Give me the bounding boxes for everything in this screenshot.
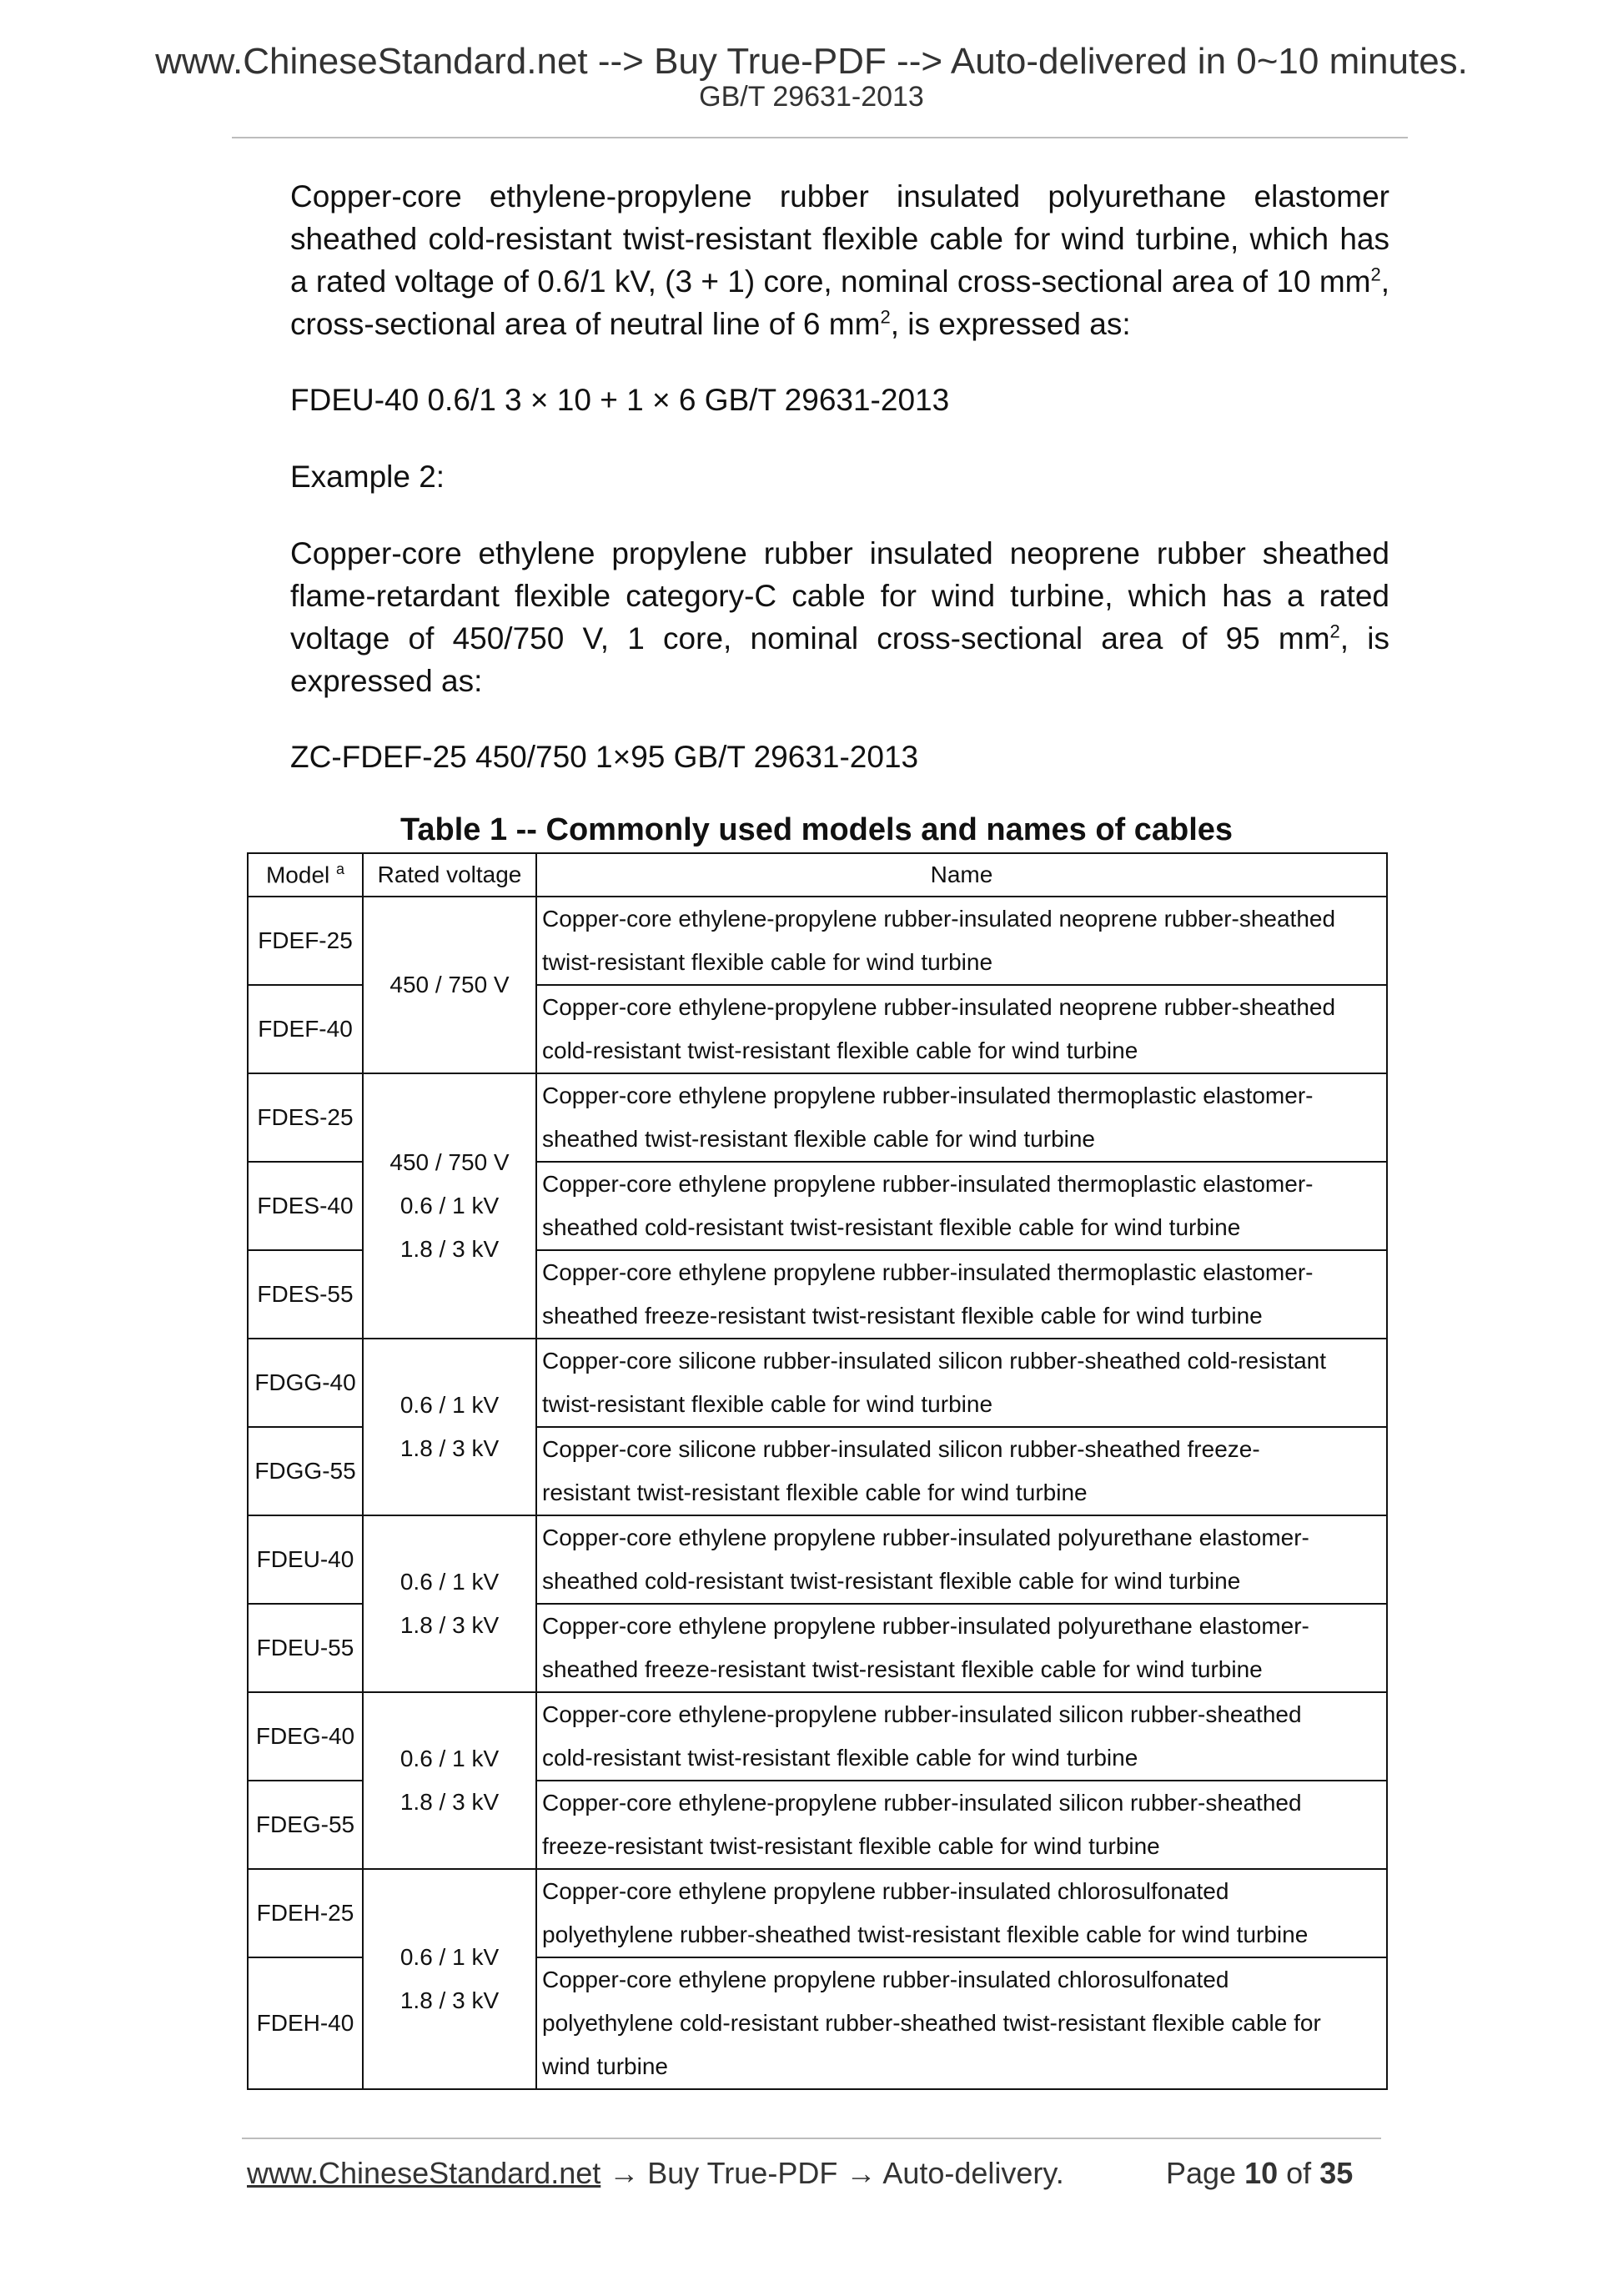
- rated-voltage-line: 1.8 / 3 kV: [399, 1435, 500, 1461]
- cable-name-cell: [536, 985, 1387, 1073]
- table-header-row: [248, 853, 1387, 897]
- model-cell: FDEH-25: [248, 1869, 363, 1957]
- cable-name-line: sheathed freeze-resistant twist-resistant flexible cable for wind turbine: [542, 1656, 1263, 1682]
- cable-name-line: Copper-core ethylene-propylene rubber-insulated silicon rubber-sheathed: [542, 1701, 1302, 1727]
- footer-links-text: → Buy True-PDF → Auto-delivery.: [600, 2156, 1064, 2190]
- model-cell: FDGG-40: [248, 1339, 363, 1427]
- model-cell: FDES-40: [248, 1162, 363, 1250]
- cable-name-line: Copper-core ethylene-propylene rubber-insulated neoprene rubber-sheathed: [542, 906, 1336, 932]
- example2-code: ZC-FDEF-25 450/750 1×95 GB/T 29631-2013: [290, 740, 919, 774]
- cable-name-line: Copper-core ethylene propylene rubber-insulated chlorosulfonated: [542, 1878, 1229, 1904]
- cable-name-cell: [536, 1162, 1387, 1250]
- cable-name-cell: [536, 1957, 1387, 2089]
- of-word: of: [1286, 2156, 1312, 2190]
- cable-name-cell: [536, 897, 1387, 985]
- rated-voltage-cell: [363, 897, 536, 1073]
- example1-text-b: , cross-sectional area of neutral line of 6 mm: [290, 264, 1389, 341]
- cable-name-line: Copper-core ethylene propylene rubber-insulated thermoplastic elastomer-: [542, 1171, 1314, 1197]
- table-row: [248, 1692, 1387, 1781]
- rated-voltage-cell: [363, 1692, 536, 1869]
- rated-voltage-line: 1.8 / 3 kV: [399, 1789, 500, 1815]
- footer-divider: [242, 2138, 1381, 2139]
- cable-name-line: Copper-core ethylene propylene rubber-insulated chlorosulfonated: [542, 1967, 1229, 1992]
- rated-voltage-line: 0.6 / 1 kV: [399, 1392, 500, 1418]
- cable-name-line: sheathed cold-resistant twist-resistant flexible cable for wind turbine: [542, 1214, 1241, 1240]
- rated-voltage-line: 0.6 / 1 kV: [399, 1569, 500, 1595]
- example1-sup1: 2: [1370, 264, 1381, 285]
- table-row: [248, 1339, 1387, 1427]
- cable-name-line: twist-resistant flexible cable for wind turbine: [542, 949, 993, 975]
- table-caption: Table 1 -- Commonly used models and names of cables: [399, 812, 1234, 847]
- example2-text-a: Copper-core ethylene propylene rubber insulated neoprene rubber sheathed flame-retardant flexible category-C cable for wind turbine, which has a rated voltage of 450/750 V, 1 core, nominal cross-sectional area of 95 mm: [290, 536, 1389, 656]
- page-word: Page: [1166, 2156, 1237, 2190]
- cable-name-line: sheathed twist-resistant flexible cable for wind turbine: [542, 1126, 1096, 1152]
- table-row: [248, 1515, 1387, 1604]
- cable-name-line: resistant twist-resistant flexible cable for wind turbine: [542, 1480, 1088, 1505]
- footer-site-link[interactable]: www.ChineseStandard.net: [247, 2156, 601, 2190]
- rated-voltage-line: 450 / 750 V: [389, 972, 510, 997]
- header-name: Name: [536, 853, 1387, 897]
- model-cell: FDGG-55: [248, 1427, 363, 1515]
- header-model-note: a: [336, 861, 345, 878]
- model-cell: FDEG-40: [248, 1692, 363, 1781]
- cable-name-line: Copper-core silicone rubber-insulated silicon rubber-sheathed freeze-: [542, 1436, 1260, 1462]
- example1-description: [290, 175, 1389, 345]
- cable-models-table: [247, 852, 1388, 2090]
- rated-voltage-cell: [363, 1515, 536, 1692]
- cable-name-line: Copper-core ethylene propylene rubber-insulated polyurethane elastomer-: [542, 1613, 1309, 1639]
- cable-name-cell: [536, 1869, 1387, 1957]
- model-cell: FDEG-55: [248, 1781, 363, 1869]
- cable-name-line: polyethylene rubber-sheathed twist-resistant flexible cable for wind turbine: [542, 1922, 1309, 1947]
- cable-name-cell: [536, 1073, 1387, 1162]
- total-pages: 35: [1319, 2156, 1354, 2190]
- cable-name-cell: [536, 1604, 1387, 1692]
- cable-name-line: Copper-core ethylene-propylene rubber-insulated silicon rubber-sheathed: [542, 1790, 1302, 1816]
- header-model: Model $^a$: [248, 853, 363, 897]
- cable-name-cell: [536, 1250, 1387, 1339]
- table-body: [248, 897, 1387, 2089]
- rated-voltage-cell: [363, 1339, 536, 1515]
- footer-links: [247, 2155, 1064, 2192]
- cable-name-cell: [536, 1339, 1387, 1427]
- rated-voltage-line: 450 / 750 V: [389, 1149, 510, 1175]
- cable-name-line: sheathed cold-resistant twist-resistant flexible cable for wind turbine: [542, 1568, 1241, 1594]
- cable-name-line: cold-resistant twist-resistant flexible cable for wind turbine: [542, 1745, 1138, 1771]
- rated-voltage-line: 0.6 / 1 kV: [399, 1746, 500, 1771]
- cable-name-cell: [536, 1781, 1387, 1869]
- rated-voltage-line: 0.6 / 1 kV: [399, 1944, 500, 1970]
- cable-name-line: twist-resistant flexible cable for wind turbine: [542, 1391, 993, 1417]
- cable-name-cell: [536, 1692, 1387, 1781]
- cable-name-cell: [536, 1515, 1387, 1604]
- example1-sup2: 2: [880, 306, 891, 328]
- rated-voltage-cell: [363, 1073, 536, 1339]
- model-cell: FDES-55: [248, 1250, 363, 1339]
- example2-sup: 2: [1329, 620, 1340, 642]
- table-row: [248, 1073, 1387, 1162]
- model-cell: FDEU-40: [248, 1515, 363, 1604]
- example1-text-a: Copper-core ethylene-propylene rubber insulated polyurethane elastomer sheathed cold-resistant twist-resistant flexible cable for wind turbine, which has a rated voltage of 0.6/1 kV, (3 + 1) core, nominal cross-sectional area of 10 mm: [290, 179, 1389, 299]
- rated-voltage-line: 0.6 / 1 kV: [399, 1193, 500, 1218]
- model-cell: FDES-25: [248, 1073, 363, 1162]
- example1-code: FDEU-40 0.6/1 3 × 10 + 1 × 6 GB/T 29631-2013: [290, 383, 950, 417]
- cable-name-line: sheathed freeze-resistant twist-resistant flexible cable for wind turbine: [542, 1303, 1263, 1329]
- cable-name-line: wind turbine: [542, 2053, 668, 2079]
- cable-name-line: freeze-resistant twist-resistant flexible cable for wind turbine: [542, 1833, 1160, 1859]
- page-number: 10: [1244, 2156, 1279, 2190]
- cable-name-cell: [536, 1427, 1387, 1515]
- cable-name-line: Copper-core ethylene propylene rubber-insulated thermoplastic elastomer-: [542, 1259, 1314, 1285]
- example1-text-c: , is expressed as:: [890, 307, 1131, 341]
- cable-name-line: polyethylene cold-resistant rubber-sheathed twist-resistant flexible cable for: [542, 2010, 1321, 2036]
- cable-name-line: Copper-core silicone rubber-insulated silicon rubber-sheathed cold-resistant: [542, 1348, 1327, 1374]
- doc-number: GB/T 29631-2013: [699, 81, 924, 113]
- model-cell: FDEU-55: [248, 1604, 363, 1692]
- rated-voltage-line: 1.8 / 3 kV: [399, 1987, 500, 2013]
- header-rated-voltage: Rated voltage: [363, 853, 536, 897]
- model-cell: FDEF-40: [248, 985, 363, 1073]
- cable-name-line: Copper-core ethylene propylene rubber-insulated polyurethane elastomer-: [542, 1525, 1309, 1550]
- page-indicator: [1166, 2155, 1353, 2192]
- example2-text-b: , is expressed as:: [290, 621, 1389, 698]
- cable-name-line: Copper-core ethylene-propylene rubber-insulated neoprene rubber-sheathed: [542, 994, 1336, 1020]
- example2-description: [290, 532, 1389, 702]
- table-row: [248, 897, 1387, 985]
- model-cell: FDEH-40: [248, 1957, 363, 2089]
- cable-name-line: cold-resistant twist-resistant flexible cable for wind turbine: [542, 1037, 1138, 1063]
- rated-voltage-cell: [363, 1869, 536, 2089]
- cable-name-line: Copper-core ethylene propylene rubber-insulated thermoplastic elastomer-: [542, 1083, 1314, 1108]
- rated-voltage-line: 1.8 / 3 kV: [399, 1236, 500, 1262]
- rated-voltage-line: 1.8 / 3 kV: [399, 1612, 500, 1638]
- header-divider: [232, 137, 1408, 138]
- model-cell: FDEF-25: [248, 897, 363, 985]
- example2-label: Example 2:: [290, 460, 445, 494]
- header-banner: www.ChineseStandard.net --> Buy True-PDF --> Auto-delivered in 0~10 minutes.: [155, 41, 1468, 82]
- table-row: [248, 1869, 1387, 1957]
